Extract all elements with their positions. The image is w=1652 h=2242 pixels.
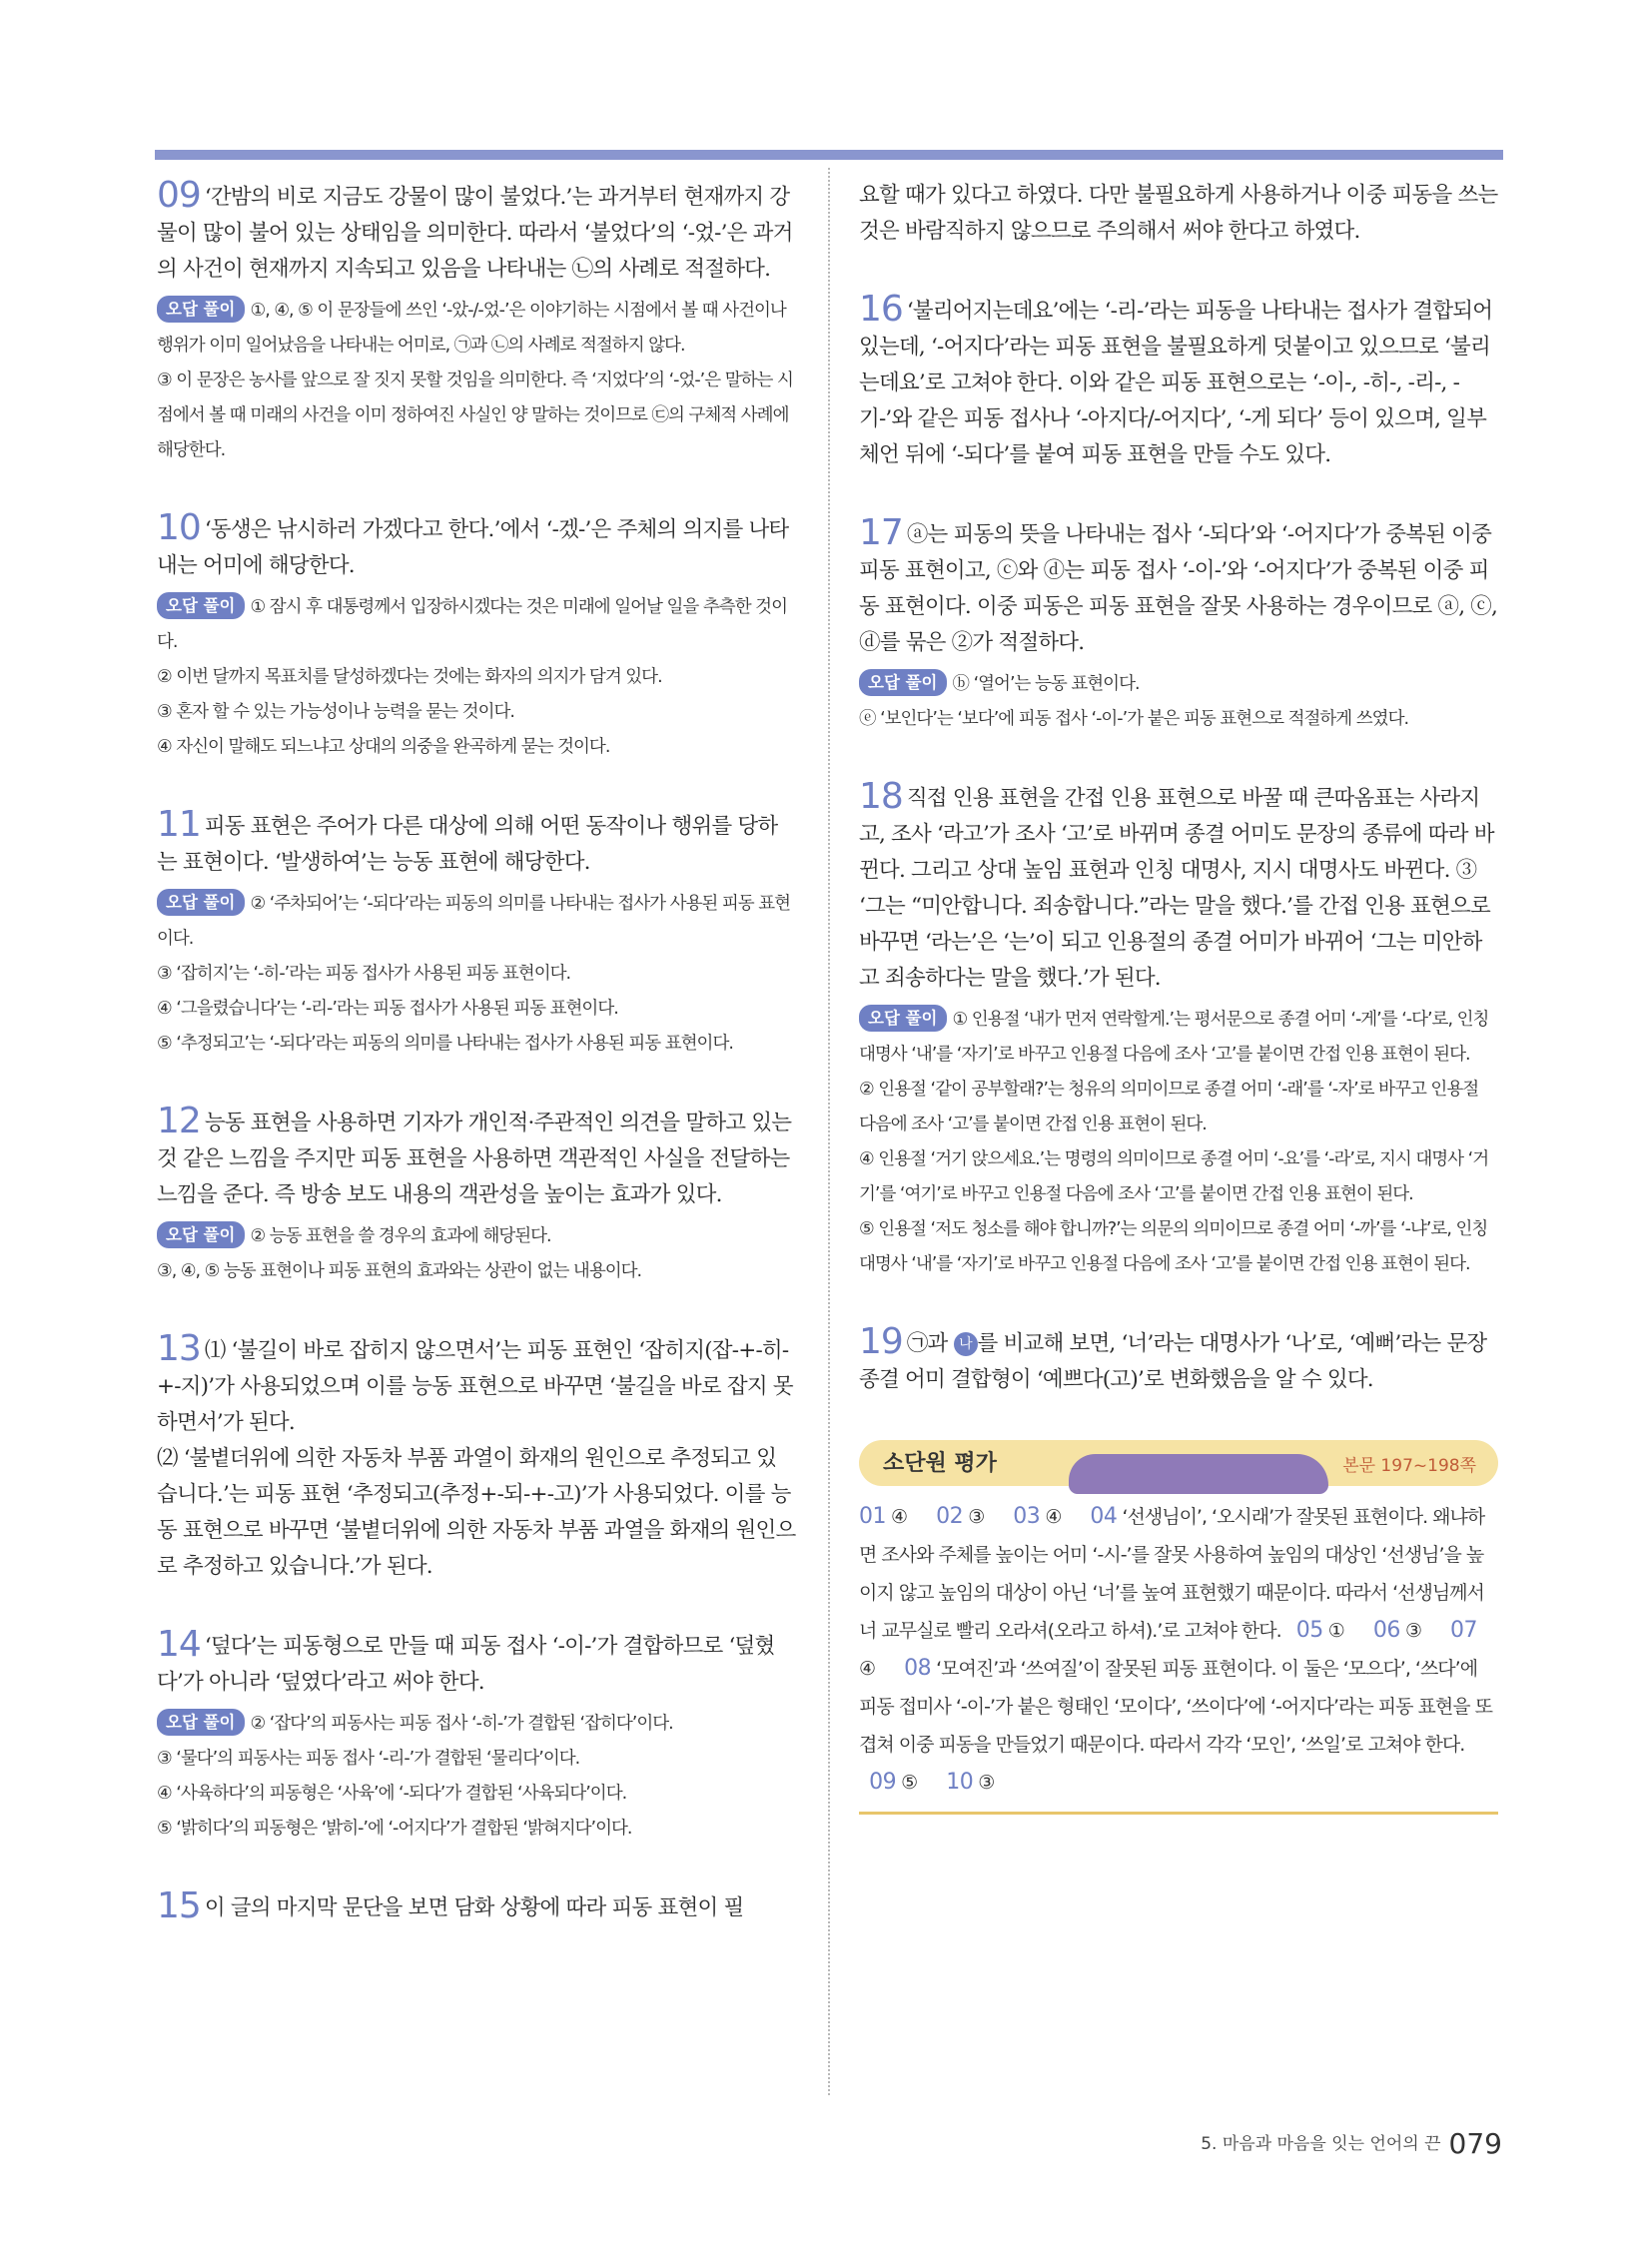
question-text: 이 글의 마지막 문단을 보면 담화 상황에 따라 피동 표현이 필 [204, 1895, 744, 1920]
question-number: 14 [157, 1624, 201, 1665]
question-text: 직접 인용 표현을 간접 인용 표현으로 바꿀 때 큰따옴표는 사라지고, 조사 ‘라고’가 조사 ‘고’로 바뀌며 종결 어미도 문장의 종류에 따라 바뀐다. 그리고 상대 높임 표현과 인칭 대명사, 지시 대명사도 바뀐다. ③ ‘그는 “미안합니다. 죄송합니다.”라는 말을 했다.’를 간접 인용 표현으로 바꾸면 ‘라는’은 ‘는’이 되고 인용절의 종결 어미가 바뀌어 ‘그는 미안하고 죄송하다는 말을 했다.’가 된다. [859, 786, 1494, 991]
page-number: 079 [1448, 2127, 1502, 2160]
question-text: 피동 표현은 주어가 다른 대상에 의해 어떤 동작이나 행위를 당하는 표현이다. ‘발생하여’는 능동 표현에 해당한다. [157, 814, 778, 875]
question-number: 18 [859, 776, 903, 817]
question-text: 를 비교해 보면, ‘너’라는 대명사가 ‘나’로, ‘예뻐’라는 문장 종결 어미 결합형이 ‘예쁘다(고)’로 변화했음을 알 수 있다. [859, 1331, 1487, 1392]
question-number: 12 [157, 1101, 201, 1141]
question-text: 능동 표현을 사용하면 기자가 개인적·주관적인 의견을 말하고 있는 것 같은 느낌을 주지만 피동 표현을 사용하면 객관적인 사실을 전달하는 느낌을 준다. 즉 방송 보도 내용의 객관성을 높이는 효과가 있다. [157, 1111, 792, 1207]
question-number: 19 [859, 1321, 903, 1362]
question-text: ⑴ ‘불길이 바로 잡히지 않으면서’는 피동 표현인 ‘잡히지(잡-+-히-+-지)’가 사용되었으며 이를 능동 표현으로 바꾸면 ‘불길을 바로 잡지 못하면서’가 된다. [157, 1338, 793, 1435]
column-separator [828, 168, 830, 2095]
top-rule [155, 150, 1503, 160]
oda-explanation: 오답 풀이 ② 능동 표현을 쓸 경우의 효과에 해당된다. ③, ④, ⑤ 능동 표현이나 피동 표현의 효과와는 상관이 없는 내용이다. [157, 1219, 796, 1289]
question-19: 19 ㉠과 나 를 비교해 보면, ‘너’라는 대명사가 ‘나’로, ‘예뻐’라는 문장 종결 어미 결합형이 ‘예쁘다(고)’로 변화했음을 알 수 있다. [859, 1321, 1487, 1392]
question-number: 11 [157, 804, 201, 845]
question-16 [859, 289, 1498, 473]
question-number: 15 [157, 1885, 201, 1926]
oda-badge: 오답 풀이 [157, 1709, 245, 1736]
na-badge: 나 [954, 1332, 978, 1356]
chapter-title: 5. 마음과 마음을 잇는 언어의 끈 [1201, 2134, 1441, 2154]
header-decoration [1069, 1454, 1328, 1494]
oda-explanation: 오답 풀이 ① 인용절 ‘내가 먼저 연락할게.’는 평서문으로 종결 어미 ‘-게’를 ‘-다’로, 인칭 대명사 ‘내’를 ‘자기’로 바꾸고 인용절 다음에 조사 ‘고’를 붙이면 간접 인용 표현이 된다. ② 인용절 ‘같이 공부할래?’는 청유의 의미이므로 종결 어미 ‘-래’를 ‘-자’로 바꾸고 인용절 다음에 조사 ‘고’를 붙이면 간접 인용 표현이 된다. ④ 인용절 ‘거기 앉으세요.’는 명령의 의미이므로 종결 어미 ‘-요’를 ‘-라’로, 지시 대명사 ‘거기’를 ‘여기’로 바꾸고 인용절 다음에 조사 ‘고’를 붙이면 간접 인용 표현이 된다. ⑤ 인용절 ‘저도 청소를 해야 합니까?’는 의문의 의미이므로 종결 어미 ‘-까’를 ‘-냐’로, 인칭 대명사 ‘내’를 ‘자기’로 바꾸고 인용절 다음에 조사 ‘고’를 붙이면 간접 인용 표현이 된다. [859, 1003, 1498, 1282]
question-18 [859, 776, 1498, 1282]
oda-explanation: 오답 풀이 ② ‘잡다’의 피동사는 피동 접사 ‘-히-’가 결합된 ‘잡히다’이다. ③ ‘물다’의 피동사는 피동 접사 ‘-리-’가 결합된 ‘물리다’이다. ④ ‘사육하다’의 피동형은 ‘사육’에 ‘-되다’가 결합된 ‘사육되다’이다. ⑤ ‘밝히다’의 피동형은 ‘밝히-’에 ‘-어지다’가 결합된 ‘밝혀지다’이다. [157, 1707, 796, 1847]
page-range: 본문 197~198쪽 [1342, 1456, 1476, 1476]
question-text-part2: ⑵ ‘불볕더위에 의한 자동차 부품 과열이 화재의 원인으로 추정되고 있습니다.’는 피동 표현 ‘추정되고(추정+-되-+-고)’가 사용되었다. 이를 능동 표현으로 바꾸면 ‘불볕더위에 의한 자동차 부품 과열을 화재의 원인으로 추정하고 있습니다.’가 된다. [157, 1446, 796, 1579]
question-text: ‘덮다’는 피동형으로 만들 때 피동 접사 ‘-이-’가 결합하므로 ‘덮혔다’가 아니라 ‘덮였다’라고 써야 한다. [157, 1634, 775, 1695]
oda-explanation: 오답 풀이 ① 잠시 후 대통령께서 입장하시겠다는 것은 미래에 일어날 일을 추측한 것이다. ② 이번 달까지 목표치를 달성하겠다는 것에는 화자의 의지가 담겨 있다. ③ 혼자 할 수 있는 가능성이나 능력을 묻는 것이다. ④ 자신이 말해도 되느냐고 상대의 의중을 완곡하게 묻는 것이다. [157, 590, 796, 765]
question-number: 13 [157, 1328, 201, 1369]
oda-badge: 오답 풀이 [157, 592, 245, 619]
evaluation-underline [859, 1812, 1498, 1815]
question-17 [859, 512, 1498, 737]
question-13 [157, 1328, 796, 1585]
question-number: 16 [859, 289, 903, 330]
question-15-continued: 요할 때가 있다고 하였다. 다만 불필요하게 사용하거나 이중 피동을 쓰는 것은 바람직하지 않으므로 주의해서 써야 한다고 하였다. [859, 183, 1498, 244]
unit-evaluation-answers: 01 ④ 02 ③ 03 ④ 04 ‘선생님이’, ‘오시래’가 잘못된 표현이다. 왜냐하면 조사와 주체를 높이는 어미 ‘-시-’를 잘못 사용하여 높임의 대상인 ‘선생님’을 높이지 않고 높임의 대상이 아닌 ‘너’를 높여 표현했기 때문이다. 따라서 ‘선생님께서 너 교무실로 빨리 오라셔(오라고 하셔).’로 고쳐야 한다. 05 ① 06 ③ 07 ④ 08 ‘모여진’과 ‘쓰여질’이 잘못된 피동 표현이다. 이 둘은 ‘모으다’, ‘쓰다’에 피동 접미사 ‘-이-’가 붙은 형태인 ‘모이다’, ‘쓰이다’에 ‘-어지다’라는 피동 표현을 또 겹쳐 이중 피동을 만들었기 때문이다. 따라서 각각 ‘모인’, ‘쓰일’로 고쳐야 한다. 09 ⑤ 10 ③ [859, 1504, 1492, 1795]
oda-badge: 오답 풀이 [157, 296, 245, 323]
question-number: 10 [157, 507, 201, 548]
section-title: 소단원 평가 [883, 1451, 997, 1476]
question-text: ‘간밤의 비로 지금도 강물이 많이 불었다.’는 과거부터 현재까지 강물이 많이 불어 있는 상태임을 의미한다. 따라서 ‘불었다’의 ‘-었-’은 과거의 사건이 현재까지 지속되고 있음을 나타내는 ㉡의 사례로 적절하다. [157, 185, 793, 282]
question-number: 17 [859, 512, 903, 553]
oda-badge: 오답 풀이 [859, 669, 947, 696]
unit-evaluation-header [859, 1440, 1498, 1488]
right-column [859, 178, 1498, 1815]
question-number: 09 [157, 175, 201, 216]
oda-badge: 오답 풀이 [157, 1221, 245, 1248]
question-text: ⓐ는 피동의 뜻을 나타내는 접사 ‘-되다’와 ‘-어지다’가 중복된 이중 피동 표현이고, ⓒ와 ⓓ는 피동 접사 ‘-이-’와 ‘-어지다’가 중복된 이중 피동 표현이다. 이중 피동은 피동 표현을 잘못 사용하는 경우이므로 ⓐ, ⓒ, ⓓ를 묶은 ②가 적절하다. [859, 522, 1498, 655]
question-11 [157, 804, 796, 1062]
oda-explanation: 오답 풀이 ⓑ ‘열어’는 능동 표현이다. ⓔ ‘보인다’는 ‘보다’에 피동 접사 ‘-이-’가 붙은 피동 표현으로 적절하게 쓰였다. [859, 667, 1498, 737]
question-09 [157, 175, 796, 468]
oda-badge: 오답 풀이 [859, 1005, 947, 1032]
question-10 [157, 507, 796, 765]
question-12 [157, 1101, 796, 1289]
question-14 [157, 1624, 796, 1847]
left-column [157, 175, 796, 1968]
question-text: ‘동생은 낚시하러 가겠다고 한다.’에서 ‘-겠-’은 주체의 의지를 나타내는 어미에 해당한다. [157, 517, 789, 578]
oda-badge: 오답 풀이 [157, 889, 245, 916]
page-footer [1201, 2127, 1502, 2160]
oda-explanation: 오답 풀이 ①, ④, ⑤ 이 문장들에 쓰인 ‘-았-/-었-’은 이야기하는 시점에서 볼 때 사건이나 행위가 이미 일어났음을 나타내는 어미로, ㉠과 ㉡의 사례로 적절하지 않다. ③ 이 문장은 농사를 앞으로 잘 짓지 못할 것임을 의미한다. 즉 ‘지었다’의 ‘-었-’은 말하는 시점에서 볼 때 미래의 사건을 이미 정하여진 사실인 양 말하는 것이므로 ㉢의 구체적 사례에 해당한다. [157, 294, 796, 468]
question-text: ‘불리어지는데요’에는 ‘-리-’라는 피동을 나타내는 접사가 결합되어 있는데, ‘-어지다’라는 피동 표현을 불필요하게 덧붙이고 있으므로 ‘불리는데요’로 고쳐야 한다. 이와 같은 피동 표현으로는 ‘-이-, -히-, -리-, -기-’와 같은 피동 접사나 ‘-아지다/-어지다’, ‘-게 되다’ 등이 있으며, 일부 체언 뒤에 ‘-되다’를 붙여 피동 표현을 만들 수도 있다. [859, 299, 1493, 467]
question-15 [157, 1885, 796, 1926]
oda-explanation: 오답 풀이 ② ‘주차되어’는 ‘-되다’라는 피동의 의미를 나타내는 접사가 사용된 피동 표현이다. ③ ‘잡히지’는 ‘-히-’라는 피동 접사가 사용된 피동 표현이다. ④ ‘그을렸습니다’는 ‘-리-’라는 피동 접사가 사용된 피동 표현이다. ⑤ ‘추정되고’는 ‘-되다’라는 피동의 의미를 나타내는 접사가 사용된 피동 표현이다. [157, 887, 796, 1062]
